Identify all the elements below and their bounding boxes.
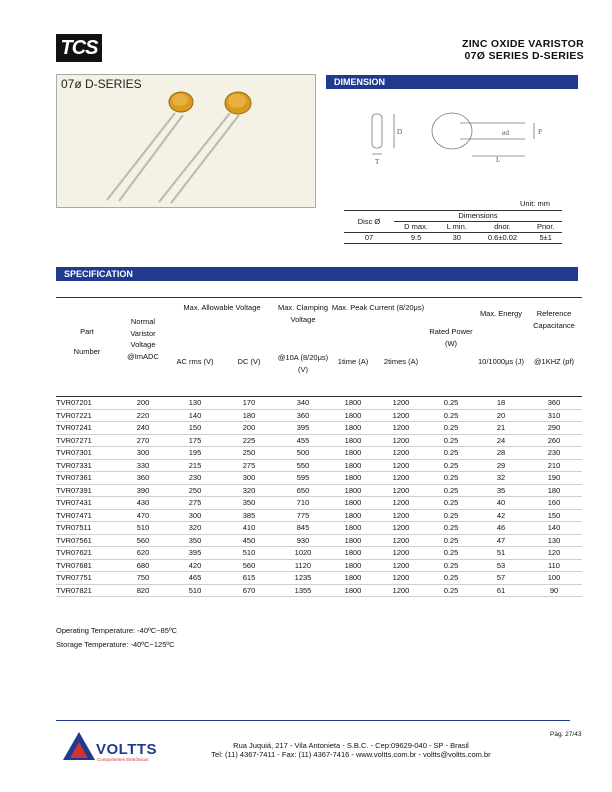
unit-label: Unit: mm [520,199,550,208]
table-cell: 240 [118,422,168,435]
table-cell: 90 [526,584,582,597]
dim-label-p: P [538,128,542,136]
table-cell: 350 [168,534,222,547]
dim-val-lmin: 30 [452,233,461,242]
table-cell: 385 [222,509,276,522]
table-cell: 250 [222,447,276,460]
dim-disc: 07 [364,233,374,242]
table-cell: 1200 [376,497,426,510]
table-cell: 1200 [376,459,426,472]
table-cell: TVR07201 [56,397,118,410]
table-cell: 750 [118,572,168,585]
table-cell: 360 [118,472,168,485]
table-cell: TVR07331 [56,459,118,472]
table-cell: 430 [118,497,168,510]
table-cell: 450 [222,534,276,547]
table-cell: 260 [526,434,582,447]
table-cell: 29 [476,459,526,472]
table-cell: 61 [476,584,526,597]
table-cell: 650 [276,484,330,497]
disc-header: Disc Ø [344,211,394,233]
table-cell: 1800 [330,534,376,547]
table-cell: 1800 [330,459,376,472]
title-line-1: ZINC OXIDE VARISTOR [462,38,584,50]
table-cell: 290 [526,422,582,435]
title-line-2: 07Ø SERIES D-SERIES [464,50,584,62]
hdr-normal-varistor: Normal Varistor Voltage @ImADC [127,317,159,361]
table-cell: 150 [168,422,222,435]
table-row [56,547,582,560]
table-cell: 35 [476,484,526,497]
table-row [56,497,582,510]
table-cell: 1800 [330,497,376,510]
table-cell: 510 [118,522,168,535]
table-cell: 930 [276,534,330,547]
table-row [56,484,582,497]
table-cell: 230 [168,472,222,485]
table-cell: 0.25 [426,459,476,472]
table-cell: 215 [168,459,222,472]
table-cell: 0.25 [426,422,476,435]
table-cell: 1800 [330,559,376,572]
table-cell: TVR07221 [56,409,118,422]
operating-temp-note: Operating Temperature: -40ºC~85ºC [56,626,178,635]
table-cell: TVR07431 [56,497,118,510]
table-cell: 275 [168,497,222,510]
table-row [56,459,582,472]
table-cell: 0.25 [426,497,476,510]
table-cell: 24 [476,434,526,447]
table-cell: 1800 [330,397,376,410]
hdr-max-allowable: Max. Allowable Voltage [183,303,261,312]
storage-temp-note: Storage Temperature: -40ºC~125ºC [56,640,175,649]
table-cell: 1800 [330,409,376,422]
table-cell: 0.25 [426,572,476,585]
table-cell: 210 [526,459,582,472]
table-cell: 1200 [376,472,426,485]
table-cell: 1235 [276,572,330,585]
hdr-cap-sub: @1KHZ (pf) [533,357,575,366]
table-cell: 100 [526,572,582,585]
table-cell: 1800 [330,547,376,560]
table-cell: 200 [118,397,168,410]
table-cell: 0.25 [426,509,476,522]
table-cell: 320 [222,484,276,497]
table-cell: 410 [222,522,276,535]
hdr-clamp-sub: @10A (8/20μs) (V) [277,353,329,374]
dims-header: Dimensions [394,211,562,222]
table-row [56,472,582,485]
table-cell: 0.25 [426,434,476,447]
table-cell: 275 [222,459,276,472]
table-cell: 1120 [276,559,330,572]
table-cell: 175 [168,434,222,447]
table-cell: 1800 [330,484,376,497]
table-cell: 670 [222,584,276,597]
table-cell: 1355 [276,584,330,597]
table-cell: TVR07621 [56,547,118,560]
table-cell: 310 [526,409,582,422]
table-cell: 21 [476,422,526,435]
table-cell: 510 [168,584,222,597]
specification-section-header: SPECIFICATION [56,267,578,281]
table-cell: 465 [168,572,222,585]
document-title [462,38,584,62]
table-cell: 180 [222,409,276,422]
table-cell: 1200 [376,547,426,560]
table-cell: 340 [276,397,330,410]
dim-label-l: L [496,156,501,164]
hdr-max-peak: Max. Peak Current (8/20μs) [331,303,425,312]
table-cell: 20 [476,409,526,422]
dim-col-dmax: D max. [404,222,428,231]
table-cell: 350 [222,497,276,510]
dim-label-lead-dia: ød [502,129,509,137]
table-row [56,397,582,410]
table-cell: 320 [168,522,222,535]
footer-divider [56,720,570,721]
table-cell: TVR07361 [56,472,118,485]
table-cell: 1200 [376,522,426,535]
table-row [56,522,582,535]
table-cell: 1800 [330,572,376,585]
table-cell: 0.25 [426,559,476,572]
table-cell: TVR07681 [56,559,118,572]
table-cell: 1800 [330,422,376,435]
table-cell: 170 [222,397,276,410]
voltts-logo-icon [62,730,96,762]
table-cell: 1200 [376,572,426,585]
dim-val-pnor: 5±1 [539,233,552,242]
hdr-max-clamping: Max. Clamping Voltage [277,303,329,324]
table-cell: 40 [476,497,526,510]
table-cell: 845 [276,522,330,535]
table-cell: 130 [168,397,222,410]
hdr-2times: 2times (A) [383,357,419,366]
table-cell: 0.25 [426,522,476,535]
table-cell: TVR07511 [56,522,118,535]
table-cell: 160 [526,497,582,510]
table-row [56,509,582,522]
dim-col-lmin: L min. [446,222,467,231]
table-row [56,559,582,572]
page-number: Pág. 27/43 [550,731,582,738]
table-cell: 130 [526,534,582,547]
table-cell: 1800 [330,509,376,522]
table-cell: 150 [526,509,582,522]
table-cell: TVR07271 [56,434,118,447]
specification-table [56,297,582,597]
table-cell: 110 [526,559,582,572]
table-cell: 0.25 [426,447,476,460]
table-cell: 120 [526,547,582,560]
table-cell: 270 [118,434,168,447]
table-cell: 190 [526,472,582,485]
table-cell: 195 [168,447,222,460]
table-cell: 595 [276,472,330,485]
table-row [56,409,582,422]
table-cell: 1800 [330,434,376,447]
table-cell: 360 [276,409,330,422]
table-cell: 395 [168,547,222,560]
table-cell: 18 [476,397,526,410]
table-row [56,447,582,460]
dim-label-t: T [375,158,380,166]
table-cell: 32 [476,472,526,485]
table-cell: TVR07561 [56,534,118,547]
table-cell: 0.25 [426,409,476,422]
varistor-illustration [57,75,315,207]
table-cell: TVR07751 [56,572,118,585]
table-cell: 42 [476,509,526,522]
hdr-dc: DC (V) [237,357,261,366]
table-cell: 615 [222,572,276,585]
table-cell: 560 [222,559,276,572]
hdr-ac-rms: AC rms (V) [176,357,214,366]
table-cell: 0.25 [426,397,476,410]
table-cell: 820 [118,584,168,597]
table-cell: 230 [526,447,582,460]
table-row [56,534,582,547]
table-cell: 330 [118,459,168,472]
company-name: VOLTTS [96,741,158,758]
hdr-1time: 1time (A) [337,357,369,366]
hdr-energy-sub: 10/1000μs (J) [477,357,524,366]
table-cell: 1800 [330,447,376,460]
table-cell: 360 [526,397,582,410]
table-cell: 550 [276,459,330,472]
table-cell: 1800 [330,472,376,485]
table-cell: 1200 [376,409,426,422]
dimension-table [344,210,562,244]
table-cell: 1200 [376,397,426,410]
table-cell: TVR07471 [56,509,118,522]
table-cell: 200 [222,422,276,435]
table-cell: 300 [118,447,168,460]
company-address: Rua Juquiá, 217 - Vila Antonieta - S.B.C. - Cep:09629-040 - SP - Brasil Tel: (11) 4367-7411 - Fax: (11) 4367-7416 - www.voltts.com.br - voltts@voltts.com.br [211,741,491,759]
table-cell: 0.25 [426,534,476,547]
table-cell: 680 [118,559,168,572]
spec-rows [56,397,582,597]
table-cell: TVR07821 [56,584,118,597]
table-cell: 250 [168,484,222,497]
table-cell: 1020 [276,547,330,560]
table-cell: 1200 [376,422,426,435]
table-cell: 300 [222,472,276,485]
table-cell: 620 [118,547,168,560]
table-cell: 300 [168,509,222,522]
table-cell: 0.25 [426,584,476,597]
dim-col-pnor: Pnor. [536,222,555,231]
table-cell: 470 [118,509,168,522]
table-row [56,422,582,435]
table-cell: 455 [276,434,330,447]
dimension-diagram [360,104,560,168]
table-cell: 57 [476,572,526,585]
table-cell: 1200 [376,434,426,447]
table-cell: TVR07391 [56,484,118,497]
table-cell: 775 [276,509,330,522]
table-cell: TVR07241 [56,422,118,435]
photo-label: 07ø D-SERIES [61,77,142,91]
table-cell: 0.25 [426,484,476,497]
dim-val-dmax: 9.5 [410,233,422,242]
table-cell: 1200 [376,559,426,572]
table-cell: 1800 [330,522,376,535]
dim-col-dnor: dnor. [494,222,511,231]
table-cell: 0.25 [426,472,476,485]
hdr-max-energy: Max. Energy [479,309,523,318]
company-tagline: Componentes Eletrônicos [97,757,149,762]
dim-label-d: D [397,128,403,136]
table-row [56,434,582,447]
table-cell: 180 [526,484,582,497]
table-cell: 140 [168,409,222,422]
table-cell: 1200 [376,484,426,497]
table-cell: 225 [222,434,276,447]
table-cell: 28 [476,447,526,460]
dimension-section-header: DIMENSION [326,75,578,89]
table-cell: 1200 [376,509,426,522]
table-cell: 1200 [376,447,426,460]
table-cell: TVR07301 [56,447,118,460]
table-cell: 500 [276,447,330,460]
table-cell: 51 [476,547,526,560]
table-cell: 390 [118,484,168,497]
table-cell: 140 [526,522,582,535]
table-row [56,572,582,585]
table-cell: 1200 [376,534,426,547]
table-cell: 220 [118,409,168,422]
table-cell: 1800 [330,584,376,597]
dim-val-dnor: 0.6±0.02 [487,233,518,242]
table-cell: 46 [476,522,526,535]
table-cell: 47 [476,534,526,547]
table-row [56,584,582,597]
table-cell: 1200 [376,584,426,597]
hdr-part: Part Number [73,327,101,356]
table-cell: 560 [118,534,168,547]
hdr-ref-cap: Reference Capacitance [533,309,575,330]
table-cell: 0.25 [426,547,476,560]
table-cell: 53 [476,559,526,572]
product-photo [56,74,316,208]
hdr-rated-power: Rated Power (W) [429,327,473,348]
table-cell: 395 [276,422,330,435]
table-cell: 510 [222,547,276,560]
brand-logo: TCS [56,34,102,62]
table-cell: 710 [276,497,330,510]
table-cell: 420 [168,559,222,572]
